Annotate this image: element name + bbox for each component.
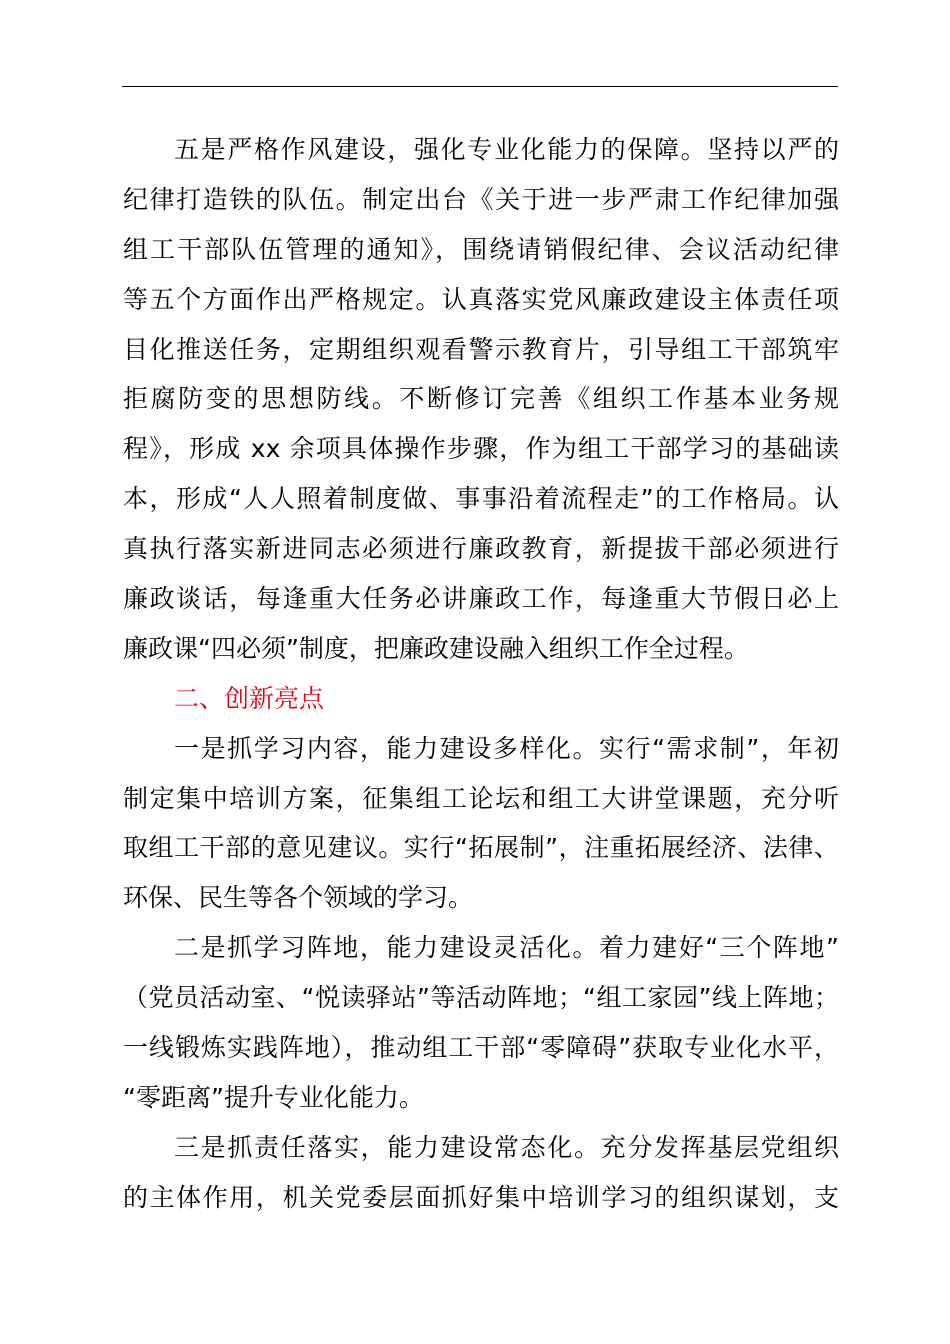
paragraph-two [123, 923, 839, 1123]
text-line: 二是抓学习阵地，能力建设灵活化。着力建好“三个阵地” [174, 933, 839, 963]
document-body [123, 125, 839, 1223]
text-line: 本，形成“人人照着制度做、事事沿着流程走”的工作格局。认 [123, 484, 839, 514]
text-line: “零距离”提升专业化能力。 [123, 1082, 424, 1112]
text-line: 纪律打造铁的队伍。制定出台《关于进一步严肃工作纪律加强 [123, 184, 839, 214]
text-line: （党员活动室、“悦读驿站”等活动阵地；“组工家园”线上阵地； [123, 983, 839, 1013]
text-line: 真执行落实新进同志必须进行廉政教育，新提拔干部必须进行 [123, 534, 839, 564]
text-line: 一线锻炼实践阵地），推动组工干部“零障碍”获取专业化水平， [123, 1033, 839, 1063]
section-heading: 二、创新亮点 [174, 683, 325, 713]
text-line: 的主体作用，机关党委层面抓好集中培训学习的组织谋划，支 [123, 1182, 839, 1212]
text-line: 五是严格作风建设，强化专业化能力的保障。坚持以严的 [174, 135, 839, 164]
text-line: 三是抓责任落实，能力建设常态化。充分发挥基层党组织 [174, 1132, 839, 1162]
paragraph-three [123, 1123, 839, 1223]
text-line: 环保、民生等各个领域的学习。 [123, 883, 474, 913]
text-line: 廉政课“四必须”制度，把廉政建设融入组织工作全过程。 [123, 633, 749, 663]
text-line: 廉政谈话，每逢重大任务必讲廉政工作，每逢重大节假日必上 [123, 584, 839, 614]
text-line: 程》，形成 xx 余项具体操作步骤，作为组工干部学习的基础读 [123, 434, 839, 464]
text-line: 拒腐防变的思想防线。不断修订完善《组织工作基本业务规 [123, 384, 839, 414]
paragraph-one [123, 724, 839, 924]
paragraph-section-five [123, 125, 839, 674]
text-line: 组工干部队伍管理的通知》，围绕请销假纪律、会议活动纪律 [123, 234, 839, 264]
header-rule [122, 86, 838, 87]
text-line: 取组工干部的意见建议。实行“拓展制”，注重拓展经济、法律、 [123, 833, 839, 863]
text-line: 制定集中培训方案，征集组工论坛和组工大讲堂课题，充分听 [123, 783, 839, 813]
text-line: 目化推送任务，定期组织观看警示教育片，引导组工干部筑牢 [123, 334, 839, 364]
text-line: 一是抓学习内容，能力建设多样化。实行“需求制”，年初 [174, 733, 839, 763]
text-line: 等五个方面作出严格规定。认真落实党风廉政建设主体责任项 [123, 284, 839, 314]
